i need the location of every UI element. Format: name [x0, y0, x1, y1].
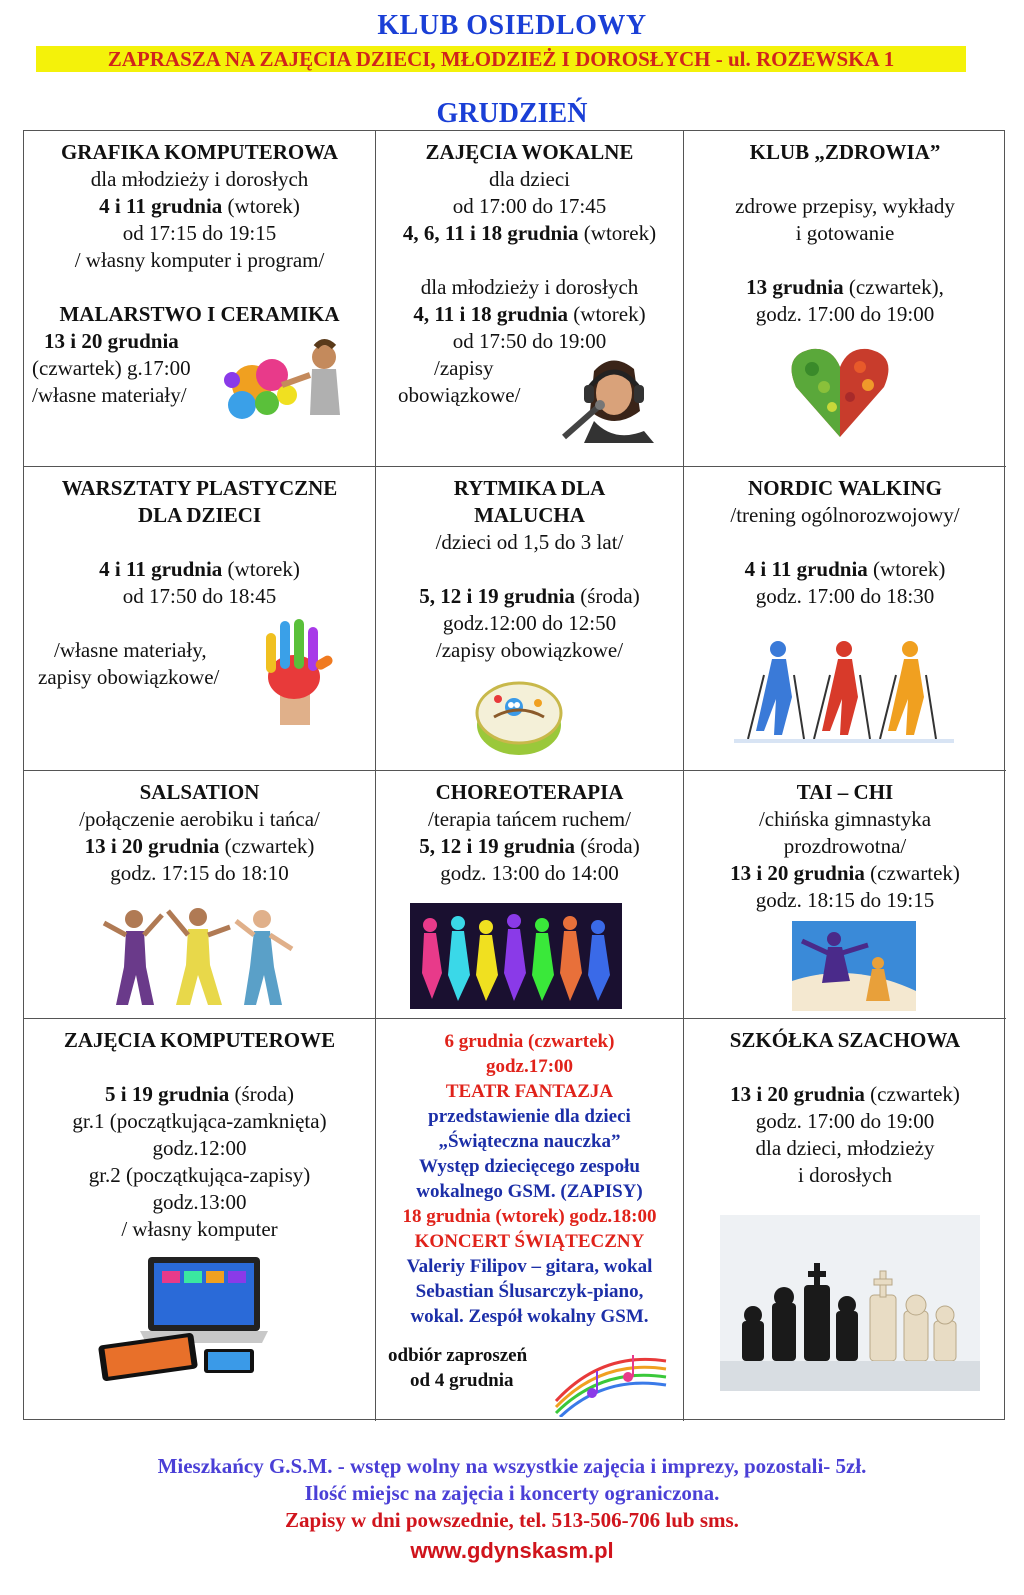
- cell-events: [376, 1019, 684, 1421]
- malarstwo-note: /własne materiały/: [32, 383, 187, 407]
- rytmika-title-2: MALUCHA: [474, 503, 585, 527]
- grafika-audience: dla młodzieży i dorosłych: [90, 167, 309, 191]
- warsztaty-dates: 4 i 11 grudnia: [99, 557, 223, 581]
- szachy-audience-2: i dorosłych: [798, 1163, 892, 1187]
- rytmika-dates: 5, 12 i 19 grudnia: [419, 584, 576, 608]
- szachy-day: (czwartek): [864, 1082, 960, 1106]
- taichi-day: (czwartek): [864, 861, 960, 885]
- wokalne-day-adults: (wtorek): [568, 302, 646, 326]
- choreo-dates: 5, 12 i 19 grudnia: [419, 834, 576, 858]
- taichi-title: TAI – CHI: [796, 780, 894, 804]
- taichi-desc-1: /chińska gimnastyka: [758, 807, 932, 831]
- wokalne-audience-adults: dla młodzieży i dorosłych: [420, 275, 639, 299]
- event-concert-name: KONCERT ŚWIĄTECZNY: [414, 1231, 645, 1252]
- event-invitation-2: od 4 grudnia: [410, 1370, 514, 1391]
- wokalne-audience-children: dla dzieci: [488, 167, 571, 191]
- malarstwo-dates: 13 i 20 grudnia: [44, 329, 179, 353]
- salsation-title: SALSATION: [139, 780, 260, 804]
- zdrowie-day: (czwartek),: [843, 275, 944, 299]
- komputerowe-group-2: gr.2 (początkująca-zapisy): [88, 1163, 311, 1187]
- grafika-day: (wtorek): [222, 194, 300, 218]
- event-theatre-play: „Świąteczna nauczka”: [438, 1131, 621, 1152]
- painting-girl-image: [212, 335, 352, 435]
- event-theatre-name: TEATR FANTAZJA: [445, 1081, 614, 1102]
- event-theatre-desc: przedstawienie dla dzieci: [428, 1106, 631, 1127]
- cell-salsation: [24, 771, 376, 1019]
- event-performer-2: Sebastian Ślusarczyk-piano,: [415, 1281, 644, 1302]
- chess-pieces-image: [720, 1215, 980, 1391]
- laptop-tablets-image: [96, 1251, 268, 1381]
- nordic-desc: /trening ogólnorozwojowy/: [730, 503, 960, 527]
- event-theatre-date: 6 grudnia (czwartek): [444, 1031, 615, 1052]
- warsztaty-title-1: WARSZTATY PLASTYCZNE: [61, 476, 338, 500]
- wokalne-dates-adults: 4, 11 i 18 grudnia: [413, 302, 569, 326]
- event-invitation-1: odbiór zaproszeń: [388, 1345, 528, 1366]
- nordic-time: godz. 17:00 do 18:30: [755, 584, 935, 608]
- zdrowie-desc-2: i gotowanie: [795, 221, 895, 245]
- wokalne-note-2: obowiązkowe/: [398, 383, 521, 407]
- zdrowie-dates: 13 grudnia: [746, 275, 844, 299]
- zdrowie-desc-1: zdrowe przepisy, wykłady: [735, 194, 955, 218]
- zdrowie-title: KLUB „ZDROWIA”: [749, 140, 941, 164]
- warsztaty-time: od 17:50 do 18:45: [122, 584, 277, 608]
- cell-komputerowe: [24, 1019, 376, 1421]
- cell-nordic: [684, 467, 1006, 771]
- malarstwo-title: MALARSTWO I CERAMIKA: [59, 302, 340, 326]
- szachy-audience-1: dla dzieci, młodzieży: [755, 1136, 935, 1160]
- wokalne-time-children: od 17:00 do 17:45: [452, 194, 607, 218]
- cell-szachy: [684, 1019, 1006, 1421]
- dancers-image: [98, 905, 298, 1011]
- komputerowe-title: ZAJĘCIA KOMPUTEROWE: [63, 1028, 336, 1052]
- footer-line-1: Mieszkańcy G.S.M. - wstęp wolny na wszystkie zajęcia i imprezy, pozostali- 5zł.: [157, 1454, 867, 1478]
- taichi-time: godz. 18:15 do 19:15: [755, 888, 935, 912]
- grafika-title: GRAFIKA KOMPUTEROWA: [60, 140, 339, 164]
- taichi-image: [792, 921, 916, 1011]
- salsation-time: godz. 17:15 do 18:10: [110, 861, 289, 885]
- nordic-dates: 4 i 11 grudnia: [744, 557, 868, 581]
- komputerowe-dates: 5 i 19 grudnia: [104, 1082, 230, 1106]
- event-performance-1: Występ dziecięcego zespołu: [419, 1156, 640, 1177]
- footer-line-3: Zapisy w dni powszednie, tel. 513-506-706 lub sms.: [285, 1508, 739, 1532]
- grafika-time: od 17:15 do 19:15: [122, 221, 277, 245]
- rytmika-title-1: RYTMIKA DLA: [453, 476, 606, 500]
- rytmika-day: (środa): [575, 584, 640, 608]
- malarstwo-time: (czwartek) g.17:00: [32, 356, 191, 380]
- rytmika-age: /dzieci od 1,5 do 3 lat/: [435, 530, 624, 554]
- event-performer-3: wokal. Zespół wokalny GSM.: [410, 1306, 649, 1327]
- taichi-desc-2: prozdrowotna/: [783, 834, 907, 858]
- warsztaty-note-1: /własne materiały,: [54, 638, 207, 662]
- event-performer-1: Valeriy Filipov – gitara, wokal: [406, 1256, 653, 1277]
- page-title: KLUB OSIEDLOWY: [377, 10, 647, 41]
- choreo-day: (środa): [575, 834, 640, 858]
- singing-girl-image: [554, 351, 669, 443]
- wokalne-title: ZAJĘCIA WOKALNE: [425, 140, 634, 164]
- wokalne-time-adults: od 17:50 do 19:00: [452, 329, 607, 353]
- music-notes-image: [552, 1341, 670, 1417]
- month-heading: GRUDZIEŃ: [436, 98, 588, 129]
- salsation-day: (czwartek): [219, 834, 315, 858]
- komputerowe-group-1-time: godz.12:00: [152, 1136, 247, 1160]
- nordic-title: NORDIC WALKING: [748, 476, 942, 500]
- event-performance-2: wokalnego GSM. (ZAPISY): [416, 1181, 643, 1202]
- nordic-walkers-image: [734, 635, 954, 745]
- cell-warsztaty: [24, 467, 376, 771]
- rytmika-time: godz.12:00 do 12:50: [442, 611, 617, 635]
- wokalne-dates-children: 4, 6, 11 i 18 grudnia: [402, 221, 579, 245]
- salsation-desc: /połączenie aerobiku i tańca/: [79, 807, 320, 831]
- wokalne-note-1: /zapisy: [434, 356, 494, 380]
- choreo-time: godz. 13:00 do 14:00: [440, 861, 619, 885]
- szachy-title: SZKÓŁKA SZACHOWA: [729, 1028, 961, 1052]
- taichi-dates: 13 i 20 grudnia: [730, 861, 865, 885]
- szachy-dates: 13 i 20 grudnia: [730, 1082, 865, 1106]
- choreo-title: CHOREOTERAPIA: [435, 780, 624, 804]
- schedule-grid: [23, 130, 1005, 1420]
- cell-taichi: [684, 771, 1006, 1019]
- cell-wokalne: [376, 131, 684, 467]
- zdrowie-time: godz. 17:00 do 19:00: [755, 302, 935, 326]
- komputerowe-day: (środa): [229, 1082, 294, 1106]
- cell-choreo: [376, 771, 684, 1019]
- grafika-dates: 4 i 11 grudnia: [99, 194, 223, 218]
- komputerowe-group-1: gr.1 (początkująca-zamknięta): [72, 1109, 327, 1133]
- choreo-desc: /terapia tańcem ruchem/: [428, 807, 631, 831]
- grafika-note: / własny komputer i program/: [74, 248, 325, 272]
- website-link[interactable]: www.gdynskasm.pl: [410, 1538, 614, 1563]
- vegetable-heart-image: [788, 341, 892, 441]
- rytmika-note: /zapisy obowiązkowe/: [435, 638, 624, 662]
- cell-zdrowie: [684, 131, 1006, 467]
- cell-rytmika: [376, 467, 684, 771]
- cell-grafika-malarstwo: [24, 131, 376, 467]
- event-theatre-time: godz.17:00: [485, 1056, 574, 1077]
- komputerowe-group-2-time: godz.13:00: [152, 1190, 247, 1214]
- dance-silhouettes-image: [410, 903, 622, 1009]
- event-concert-date: 18 grudnia (wtorek) godz.18:00: [402, 1206, 657, 1227]
- warsztaty-day: (wtorek): [222, 557, 300, 581]
- warsztaty-note-2: zapisy obowiązkowe/: [38, 665, 220, 689]
- komputerowe-note: / własny komputer: [121, 1217, 278, 1241]
- nordic-day: (wtorek): [867, 557, 946, 581]
- szachy-time: godz. 17:00 do 19:00: [755, 1109, 935, 1133]
- footer-line-2: Ilość miejsc na zajęcia i koncerty ograniczona.: [304, 1481, 720, 1505]
- salsation-dates: 13 i 20 grudnia: [84, 834, 220, 858]
- page-subtitle: ZAPRASZA NA ZAJĘCIA DZIECI, MŁODZIEŻ I DOROSŁYCH - ul. ROZEWSKA 1: [36, 46, 966, 72]
- warsztaty-title-2: DLA DZIECI: [137, 503, 262, 527]
- wokalne-day-children: (wtorek): [578, 221, 657, 245]
- painted-hand-image: [252, 615, 336, 727]
- tambourine-image: [474, 673, 564, 759]
